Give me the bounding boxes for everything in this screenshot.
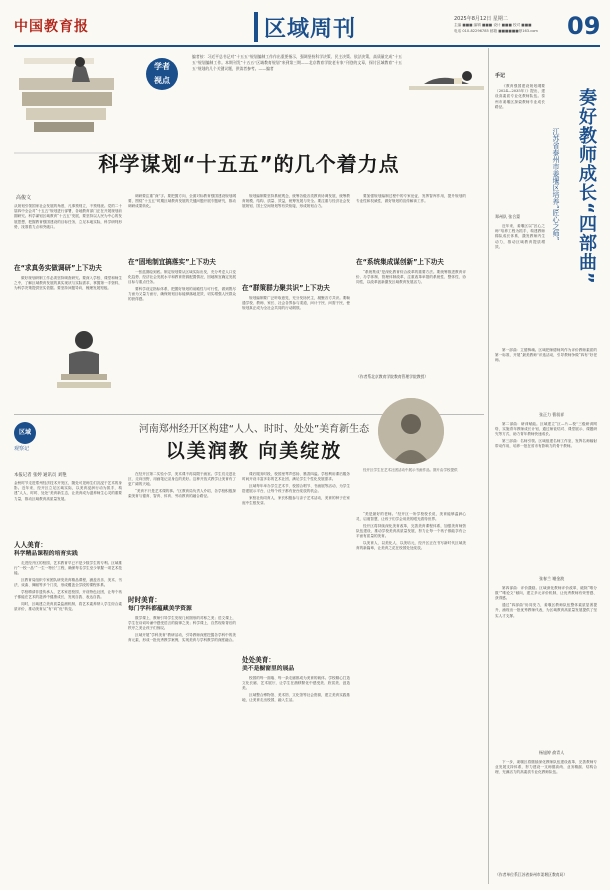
feature-subhead-1: 在“求真务实做调研”上下功夫 (14, 264, 102, 272)
observation-tag-sub: 观察记 (14, 446, 30, 452)
observation-column-4: 经开区学生在艺术社团活动中展示书画作品。图片由学校提供 “美是最好的老师。”经开区一所学校校长说，美育能够温润心灵、启迪智慧，让孩子们学会用美的眼光看待世界。 经开区将持续深化美育改革，完善美育课程体系，加强美育师资队伍建设，推动学校美育高质量发展，努力让每一个孩子都能享有公平而有质量的美育。 以美育人、以美化人、以美培元，经开区正在书写新时代区域美育的新篇章，让美育之花在校园处处绽放。 (356, 398, 466, 884)
feature-subhead-4: 在“系统集成谋创新”上下功夫 (356, 258, 444, 266)
masthead-rule (14, 45, 600, 47)
observation-lead: 金秋时节走进郑州经济技术开发区，随处可见师生们沉浸于艺术的身影。近年来，经开区立足区域实际，以美育浸润行动为抓手，构建“人人、时时、处处”美育新生态，让美育成为滋养师生心灵的重要力量，推动区域教育高质量发展。 (14, 481, 122, 501)
section-title: 区域周刊 (264, 17, 357, 42)
sidebar-reporter-2: 张正力 曹叙祥 (539, 412, 565, 417)
feature-column-4: 要加强规划编制过程中的专家论证，发挥智库作用，提升规划的专业性和权威性，做好规划的宣传解读工作。 在“系统集成谋创新”上下功夫 “系统集成”是深化教育综合改革的重要方法。要统筹推进教育评价、办学体制、管理体制改革，注重改革举措的系统性、整体性、协同性，以改革创新激发区域教育发展活力。 （作者系北京教育学院教育管理学院教授） (356, 194, 466, 379)
observation-column-2: 在经开区第二实验小学，美术课不再局限于画室。学生们走进社区、走向田野，用画笔记录身边的美好。这种开放式教学让美育有了更广阔的天地。 “美育不只是艺术课的事。”区教育局负责人介绍，各学校积极探索美育与德育、智育、体育、劳动教育的融合路径。 时时美育： 每门学科都蕴藏美学资源 数学课上，教师引导学生发现几何图形的对称之美；语文课上，学生在诗词吟诵中感受语言的韵律之美；科学课上，自然现象背后的秩序之美让孩子们惊叹。 区域开展“学科美育”教研活动，引导教师深度挖掘各学科中的美育元素，形成一批优秀教学案例，实现美育与学科教学的深度融合。 (128, 472, 236, 643)
staff-line-1: 主编 ■■■ 编辑 ■■■ 设计 ■■■ 校对 ■■■ (454, 23, 532, 27)
observation-subhead-2: 时时美育： (128, 596, 161, 604)
observation-tag (14, 422, 50, 452)
feature-lead: 从规划引领国家社会发展的角度，凡事预则立，不预则废。党的二十届四中全会对“十五五”规划进行部署，各地教育部门正在开展规划前期研究。科学谋划区域教育“十五五”发展，要坚持以人民为中心的发展思想，把握教育强国建设的目标任务，立足本地实际，科学研判形势，找准着力点和突破口。 (14, 204, 122, 229)
reading-figure-illustration (409, 58, 484, 98)
editor-note: 编者按：习近平总书记对“十五五”规划编制工作作出重要指示，强调坚持科学决策、民主决策、依法决策，高质量完成“十五五”规划编制工作。本期刊发“十五五”区域教育规划“来到第三期——北京教育学院老专家”刊登的文章，探讨区域教育“十五五”规划的几个关键议题，供读者参考。——编者 (192, 54, 402, 71)
observation-subhead-3b: 美不是橱窗里的展品 (242, 665, 295, 672)
sidebar-reporter-1: 郑州队 张合蒙 (495, 214, 521, 219)
sidebar-reporter-3: 张春兰 谢金波 (539, 576, 565, 581)
feature-column-2: 调研要注重“深”字。要把握方向，全面对标教育强国建设规划纲要，围绕“十五五”时期区域教育发展的关键问题开展专题研究，推动调研成果转化。 在“固地制宜搞落实”上下功夫 一张蓝图绘到底。制定规划要从区域实际出发，充分考虑人口变化趋势、经济社会发展水平和教育资源配置情况，因地制宜确定发展目标与重点任务。 要科学设定指标体系，把握好规划的前瞻性与可行性，做到既尽力而为又量力而行，确保规划目标能够落地见效，切实增强人民群众的获得感。 (128, 194, 236, 302)
date-line: 2025年8月12日 星期二 (454, 16, 508, 22)
observation-kicker: 河南郑州经开区构建“人人、时时、处处”美育新生态 (138, 424, 370, 435)
scholar-view-badge (146, 58, 178, 90)
observation-headline: 以美润教 向美绽放 (165, 440, 343, 462)
observation-subhead-1b: 科学精品课程的培育实践 (14, 550, 78, 557)
observation-column-3: 课后服务时段，校园里琴声悠扬、墨香四溢。学校利用课后服务时间开设丰富多彩的艺术社团，满足学生个性化发展需求。 区域每年举办学生艺术节、校园合唱节、书画展等活动，为学生搭建展示平台，让每个孩子都有登台绽放的机会。 家校社协同育人，家长积极参与亲子艺术活动，美育的种子在家庭中生根发芽。 处处美育： 美不是橱窗里的展品 校园的每一面墙、每一条走廊都成为美育的载体。学校精心打造文化长廊、艺术展厅，让学生在潜移默化中感受美、欣赏美、创造美。 区域整合博物馆、美术馆、文化馆等社会资源，建立美育实践基地，让美育走出校园，融入生活。 (242, 472, 350, 703)
sidebar-footer: （作者单位系江苏省泰州市姜堰区教育局） (495, 872, 568, 877)
sidebar-reporter-4: 杨旭婷 俞青人 (539, 750, 565, 755)
observation-subhead-1: 人人美育： (14, 541, 47, 549)
observation-article (14, 414, 484, 884)
observation-subhead-2b: 每门学科都蕴藏美学资源 (128, 605, 192, 612)
page-number: 09 (567, 12, 601, 40)
feature-article (14, 48, 484, 398)
staff-line-2: 电话 010-82296785 邮箱 ■■■■■■@163.com (454, 29, 538, 33)
observation-tag-main: 区域 (14, 422, 36, 444)
masthead (14, 12, 600, 46)
sidebar-article: 手记 奏好教师成长“四部曲” 江苏省泰州市姜堰区培养“匠心之师” 《教育强国建设规划纲要（2024—2035年）》提出，建设高素质专业化教师队伍。泰州市姜堰区探索教师专业成长路径。 郑州队 张合蒙 近年来，姜堰区以“匠心之师”培养工程为抓手，构建教师梯队成长体系，激发教师内生动力，推动区域教育提质增效。 第一部曲：立德铸魂。区域把师德师风作为评价教师素质的第一标准，开展“最美教师”评选活动，引导教师争做“四有”好老师。 张正力 曹叙祥 第二部曲：研训赋能。区域建立“区—片—校”三级研训网络，实施青年教师成长计划，通过师徒结对、课堂展示、课题研究等方式，助力青年教师快速成长。 第三部曲：名师引领。区域组建名师工作室，发挥名师辐射带动作用，培养一批在省市有影响力的骨干教师。 张春兰 谢金波 第四部曲：评价激励。区域深化教师评价改革，破除“唯分数”“唯论文”倾向，建立多元评价机制，让优秀教师有荣誉感、获得感。 通过“四部曲”协同发力，姜堰区教师队伍整体素质显著提升，涌现出一批优秀教师代表，为区域教育高质量发展提供了坚实人才支撑。 杨旭婷 俞青人 下一步，姜堰区将继续深化教师队伍建设改革，完善教师专业发展支持体系，努力建设一支师德高尚、业务精湛、结构合理、充满活力的高素质专业化教师队伍。 （作者单位系江苏省泰州市姜堰区教育局） (488, 48, 602, 884)
feature-subhead-2: 在“固地制宜搞落实”上下功夫 (128, 258, 216, 266)
sidebar-column-label: 手记 (495, 73, 506, 79)
badge-top: 学者 (154, 62, 170, 71)
books-illustration (14, 48, 154, 163)
observation-reporter: 本报记者 张婷 通讯员 刘艳 (14, 473, 67, 478)
paper-name: 中国教育报 (14, 19, 89, 35)
badge-bottom: 视点 (154, 76, 170, 85)
feature-subhead-3: 在“群策群力聚共识”上下功夫 (242, 284, 330, 292)
masthead-accent-bar (254, 12, 258, 42)
feature-column-1: 从规划引领国家社会发展的角度，凡事预则立，不预则废。党的二十届四中全会对“十五五”规划进行部署，各地教育部门正在开展规划前期研究。科学谋划区域教育“十五五”发展，要坚持以人民为中心的发展思想，把握教育强国建设的目标任务，立足本地实际，科学研判形势，找准着力点和突破口。 在“求真务实做调研”上下功夫 做好规划研制工作必须坚持调查研究。要深入学校、课堂和师生之中，了解区域教育发展的真实现状与实际需求，掌握第一手资料，为科学决策提供坚实依据。要坚持问题导向，梳理发展短板。 (14, 204, 122, 394)
observation-subhead-3: 处处美育： (242, 656, 275, 664)
feature-author: 高俊文 (16, 195, 32, 201)
sidebar-vertical-subtitle: 江苏省泰州市姜堰区培养“匠心之师” (552, 128, 560, 241)
observation-column-1: 本报记者 张婷 通讯员 刘艳 金秋时节走进郑州经济技术开发区，随处可见师生们沉浸于艺术的身影。近年来，经开区立足区域实际，以美育浸润行动为抓手，构建“人人、时时、处处”美育新生态，让美育成为滋养师生心灵的重要力量，推动区域教育高质量发展。 人人美育： 科学精品课程的培育实践 走进经开区的校园，艺术教育早已不是少数学生的专利。区域推行“一校一品”“一生一特长”工程，确保每名学生至少掌握一项艺术技能。 区教育局组织专家团队研发美育精品课程，涵盖音乐、美术、书法、戏曲、舞蹈等多个门类，形成覆盖全学段的课程体系。 学校聘请非遗传承人、艺术家进校园，开设特色社团，让每个孩子都能在艺术的滋养中健康成长，发现自我、表达自我。 同时，区域建立美育质量监测机制，将艺术素养纳入学生综合素质评价，推动美育从“有”向“优”转变。 (14, 473, 122, 612)
feature-headline: 科学谋划“十五五”的几个着力点 (98, 152, 400, 176)
student-photo (378, 398, 444, 464)
feature-column-3: 规划编制要坚持系统观念，统筹各级各类教育协调发展，统筹教育规模、结构、质量、效益，统筹发展与安全。要注重与经济社会发展规划、国土空间规划等有效衔接，形成规划合力。 在“群策群力聚共识”上下功夫 规划编制要广泛听取意见，充分发扬民主，凝聚各方共识。要畅通学校、教师、家长、社会各界参与渠道，问计于民、问需于民，使规划真正成为全社会共同的行动纲领。 (242, 194, 350, 310)
feature-author-note: （作者系北京教育学院教育管理学院教授） (356, 373, 429, 379)
sidebar-vertical-headline: 奏好教师成长“四部曲” (576, 88, 597, 285)
thinking-figure-illustration (49, 324, 119, 392)
